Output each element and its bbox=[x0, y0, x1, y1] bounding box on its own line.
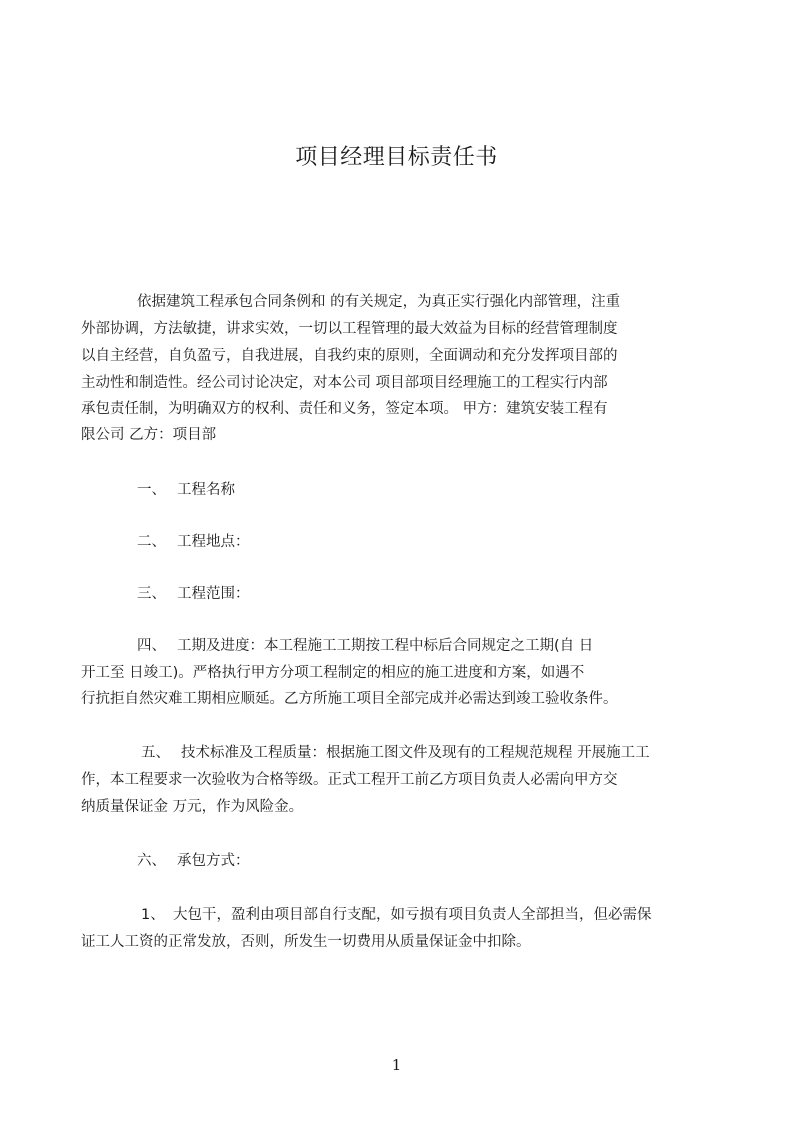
section-number: 一、 bbox=[137, 482, 166, 498]
section-heading-3 bbox=[137, 584, 250, 604]
item-1-line bbox=[141, 905, 652, 925]
section-heading-2 bbox=[137, 532, 250, 552]
intro-line: 主动性和制造性。经公司讨论决定，对本公司 项目部项目经理施工的工程实行内部 bbox=[81, 375, 608, 391]
intro-line: 以自主经营，自负盈亏，自我进展，自我约束的原则，全面调动和充分发挥项目部的 bbox=[81, 348, 618, 364]
section-5-line: 作，本工程要求一次验收为合格等级。正式工程开工前乙方项目负责人必需向甲方交 bbox=[81, 772, 618, 788]
section-number: 三、 bbox=[137, 586, 166, 602]
intro-line: 限公司 乙方：项目部 bbox=[81, 427, 217, 443]
section-text: 技术标准及工程质量：根据施工图文件及现有的工程规范规程 开展施工工 bbox=[181, 745, 650, 761]
section-heading-6 bbox=[137, 851, 250, 871]
item-number: 1、 bbox=[141, 907, 165, 923]
page-number: 1 bbox=[391, 1056, 402, 1074]
section-text: 工期及进度：本工程施工工期按工程中标后合同规定之工期(自 日 bbox=[177, 638, 594, 654]
section-label: 工程范围： bbox=[177, 586, 250, 602]
intro-line: 承包责任制，为明确双方的权利、责任和义务，签定本项。 甲方：建筑安装工程有 bbox=[81, 401, 608, 417]
section-5-line: 纳质量保证金 万元，作为风险金。 bbox=[81, 799, 304, 815]
section-label: 承包方式： bbox=[177, 853, 250, 869]
section-4-line: 开工至 日竣工)。严格执行甲方分项工程制定的相应的施工进度和方案，如遇不 bbox=[81, 665, 585, 681]
item-1-line: 证工人工资的正常发放，否则，所发生一切费用从质量保证金中扣除。 bbox=[81, 934, 531, 950]
section-number: 五、 bbox=[141, 745, 170, 761]
section-number: 六、 bbox=[137, 853, 166, 869]
section-heading-1 bbox=[137, 480, 235, 500]
section-label: 工程地点： bbox=[177, 534, 250, 550]
item-text: 大包干，盈利由项目部自行支配，如亏损有项目负责人全部担当，但必需保 bbox=[173, 907, 652, 923]
section-number: 二、 bbox=[137, 534, 166, 550]
intro-line: 依据建筑工程承包合同条例和 的有关规定，为真正实行强化内部管理，注重 bbox=[137, 294, 621, 310]
section-5-line bbox=[141, 743, 650, 763]
section-4-line: 行抗拒自然灾难工期相应顺延。乙方所施工项目全部完成并必需达到竣工验收条件。 bbox=[81, 691, 618, 707]
section-4-line bbox=[137, 636, 593, 656]
section-label: 工程名称 bbox=[177, 482, 235, 498]
intro-line: 外部协调，方法敏捷，讲求实效，一切以工程管理的最大效益为目标的经营管理制度 bbox=[81, 321, 618, 337]
document-title: 项目经理目标责任书 bbox=[295, 145, 498, 170]
section-number: 四、 bbox=[137, 638, 166, 654]
